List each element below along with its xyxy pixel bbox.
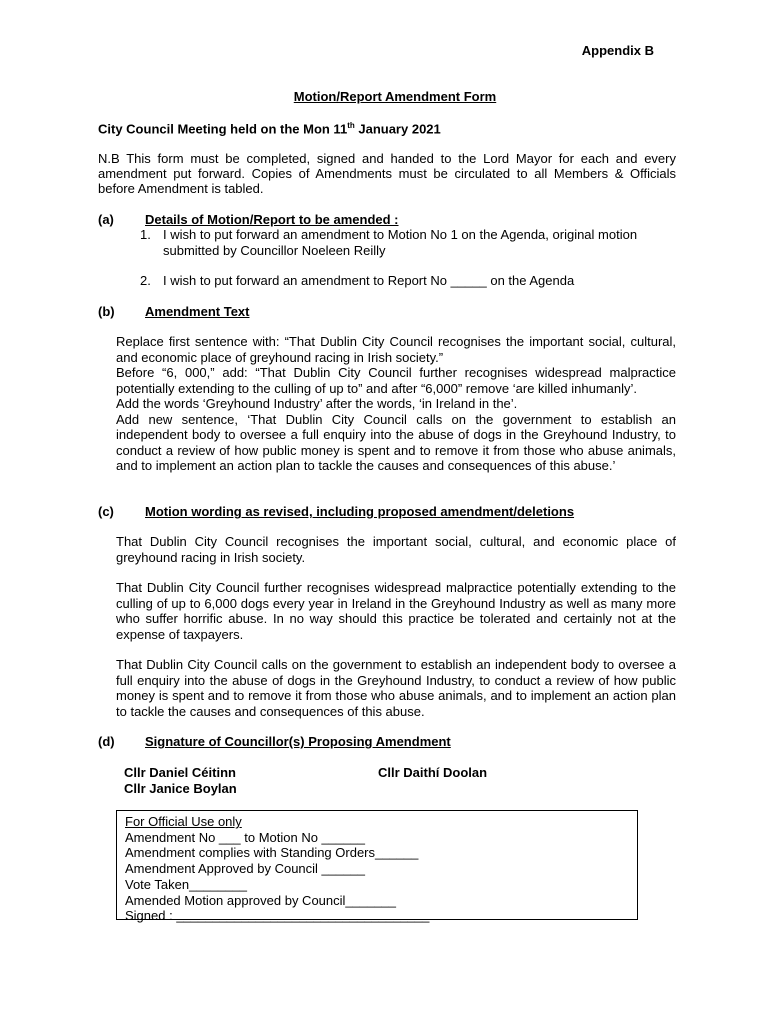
councillor-name: Cllr Daniel Céitinn xyxy=(124,765,236,780)
section-d-label: (d) xyxy=(98,734,115,749)
official-use-heading: For Official Use only xyxy=(125,814,242,829)
official-use-box xyxy=(116,810,638,924)
list-item-text: I wish to put forward an amendment to Report No _____ on the Agenda xyxy=(163,273,575,288)
official-use-line: Amendment complies with Standing Orders______ xyxy=(125,845,419,861)
list-item xyxy=(140,227,680,259)
amendment-paragraph: Replace first sentence with: “That Dublin City Council recognises the important social, cultural, and economic place of greyhound racing in Irish society.” xyxy=(116,334,676,365)
appendix-label: Appendix B xyxy=(581,43,654,58)
meeting-text: City Council Meeting held on the Mon 11 xyxy=(98,121,348,137)
list-item-number: 1. xyxy=(140,227,151,242)
section-c-heading: Motion wording as revised, including proposed amendment/deletions xyxy=(145,504,575,519)
revised-motion-paragraph: That Dublin City Council further recognises widespread malpractice potentially extending to the culling of up to 6,000 dogs every year in Ireland in the Greyhound Industry as well as many more who suffer horrific abuse. In no way should this practice be tolerated and certainly not at the expense of taxpayers. xyxy=(116,580,676,642)
revised-motion-paragraph: That Dublin City Council calls on the government to establish an independent body to oversee a full enquiry into the abuse of dogs in the Greyhound Industry, to conduct a review of how public money is spent and to remove it from those who abuse animals, and to implement an action plan to tackle the causes and consequences of this abuse. xyxy=(116,657,676,719)
councillor-name: Cllr Daithí Doolan xyxy=(378,765,488,780)
councillor-signatures-left xyxy=(124,765,237,797)
list-item xyxy=(140,273,680,289)
section-d-heading: Signature of Councillor(s) Proposing Amendment xyxy=(145,734,451,749)
section-b-label: (b) xyxy=(98,304,115,319)
amendment-paragraph: Before “6, 000,” add: “That Dublin City Council further recognises widespread malpractice potentially extending to the culling of up to” and after “6,000” remove ‘are killed inhumanly’. xyxy=(116,365,676,396)
list-item-number: 2. xyxy=(140,273,151,288)
meeting-line xyxy=(98,121,441,136)
section-a-heading: Details of Motion/Report to be amended : xyxy=(145,212,399,227)
official-use-line: Amendment No ___ to Motion No ______ xyxy=(125,829,365,845)
official-use-line: Vote Taken________ xyxy=(125,876,247,892)
councillor-signatures-right xyxy=(378,765,487,781)
meeting-month-year: January 2021 xyxy=(354,121,441,137)
revised-motion-paragraph: That Dublin City Council recognises the important social, cultural, and economic place of greyhound racing in Irish society. xyxy=(116,534,676,565)
official-use-line: Amended Motion approved by Council_______ xyxy=(125,892,397,908)
list-item-text: I wish to put forward an amendment to Motion No 1 on the Agenda, original motion submitted by Councillor Noeleen Reilly xyxy=(163,227,638,258)
amendment-text-block xyxy=(116,334,676,474)
official-use-line: Amendment Approved by Council ______ xyxy=(125,861,365,877)
meeting-ordinal: th xyxy=(347,121,355,130)
section-c-label: (c) xyxy=(98,504,114,519)
official-use-line: Signed : ___________________________________ xyxy=(125,908,430,924)
nb-instructions: N.B This form must be completed, signed and handed to the Lord Mayor for each and every amendment put forward. Copies of Amendments must be circulated to all Members & Officials before Amendment is tabled. xyxy=(98,151,676,196)
section-a-label: (a) xyxy=(98,212,114,227)
amendment-paragraph: Add the words ‘Greyhound Industry’ after the words, ‘in Ireland in the’. xyxy=(116,396,518,411)
councillor-name: Cllr Janice Boylan xyxy=(124,781,237,796)
section-b-heading: Amendment Text xyxy=(145,304,250,319)
amendment-paragraph: Add new sentence, ‘That Dublin City Council calls on the government to establish an independent body to oversee a full enquiry into the abuse of dogs in the Greyhound Industry, to conduct a review of how public money is spent and to remove it from those who abuse animals, and to implement an action plan to tackle the causes and consequences of this abuse.’ xyxy=(116,411,676,473)
form-title: Motion/Report Amendment Form xyxy=(293,89,497,104)
